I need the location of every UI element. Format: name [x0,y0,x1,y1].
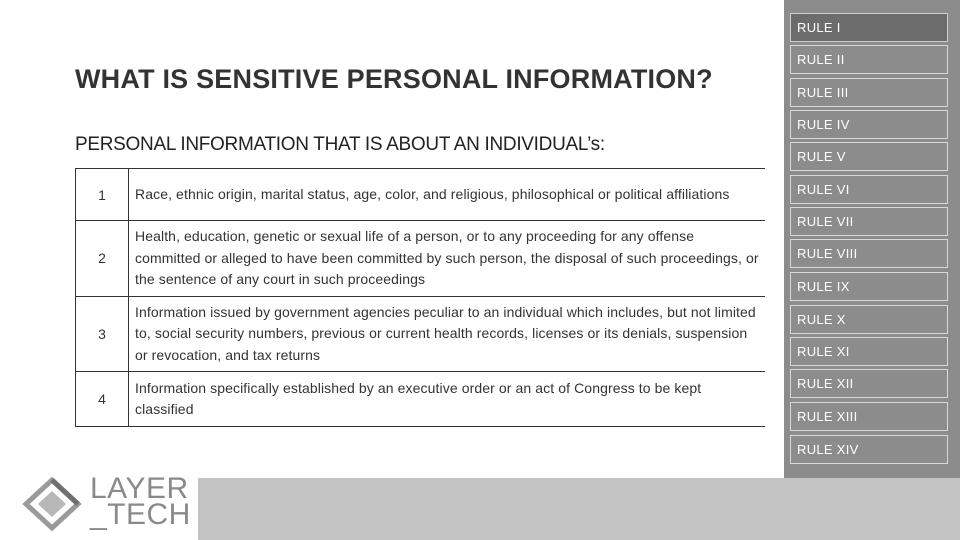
table-row [76,296,766,372]
table-row [76,169,766,221]
nav-rule-12[interactable]: RULE XII [790,369,948,398]
table-row [76,221,766,297]
row-text: Health, education, genetic or sexual life of a person, or to any proceeding for any offense committed or alleged to have been committed by such person, the disposal of such proceedings, or the sentence of any court in such proceedings [129,221,766,297]
nav-rule-10[interactable]: RULE X [790,305,948,334]
nav-rule-6[interactable]: RULE VI [790,175,948,204]
nav-rule-9[interactable]: RULE IX [790,272,948,301]
logo-line-2: _TECH [90,498,191,531]
nav-rule-2[interactable]: RULE II [790,45,948,74]
footer-band [198,478,960,540]
logo-wordmark [90,472,191,531]
logo-line-1: LAYER [90,472,189,505]
row-text: Information issued by government agencies peculiar to an individual which includes, but not limited to, social security numbers, previous or current health records, licenses or its denials, suspension or revocation, and tax returns [129,296,766,372]
row-number: 3 [76,296,129,372]
nav-rule-8[interactable]: RULE VIII [790,239,948,268]
row-text: Information specifically established by an executive order or an act of Congress to be kept classified [129,372,766,427]
nav-rule-1[interactable]: RULE I [790,13,948,42]
row-text: Race, ethnic origin, marital status, age, color, and religious, philosophical or political affiliations [129,169,766,221]
table-row [76,372,766,427]
layer-tech-logo-icon [22,476,88,532]
page-title: WHAT IS SENSITIVE PERSONAL INFORMATION? [75,64,713,94]
nav-rule-5[interactable]: RULE V [790,142,948,171]
section-subtitle: PERSONAL INFORMATION THAT IS ABOUT AN INDIVIDUAL’s: [75,134,605,155]
nav-rule-4[interactable]: RULE IV [790,110,948,139]
nav-rule-11[interactable]: RULE XI [790,337,948,366]
row-number: 4 [76,372,129,427]
nav-rule-3[interactable]: RULE III [790,78,948,107]
nav-rule-13[interactable]: RULE XIII [790,402,948,431]
nav-rule-14[interactable]: RULE XIV [790,435,948,464]
nav-rule-7[interactable]: RULE VII [790,207,948,236]
sensitive-info-table [75,168,765,427]
row-number: 1 [76,169,129,221]
row-number: 2 [76,221,129,297]
